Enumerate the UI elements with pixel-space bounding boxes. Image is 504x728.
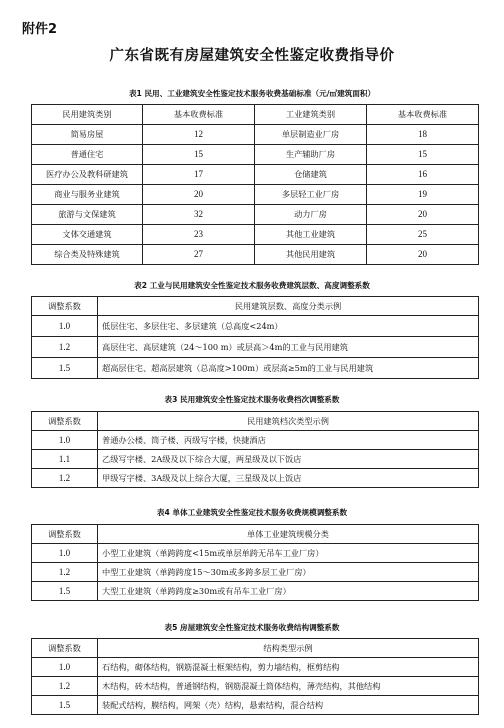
table3-header-cell: 调整系数 [32,412,98,431]
table-row [32,450,479,469]
example-cell: 乙级写字楼、2A级及以下综合大厦，两星级及以下饭店 [98,450,479,469]
factor-cell: 1.1 [32,450,98,469]
civil-category-cell: 简易房屋 [32,125,143,145]
table5-structure-factor [31,638,479,715]
table1-header-cell: 民用建筑类别 [32,105,143,125]
factor-cell: 1.2 [32,563,98,582]
civil-category-cell: 商业与服务业建筑 [32,185,143,205]
example-cell: 高层住宅、高层建筑（24～100 m）或层高＞4m的工业与民用建筑 [98,337,479,358]
table-row [32,165,479,185]
table3-header-row [32,412,479,431]
table5-header-row [32,639,479,658]
factor-cell: 1.5 [32,358,98,379]
table5-header-cell: 调整系数 [32,639,98,658]
civil-category-cell: 医疗办公及教科研建筑 [32,165,143,185]
table5-caption: 表5 房屋建筑安全性鉴定技术服务收费结构调整系数 [164,623,340,632]
factor-cell: 1.2 [32,677,98,696]
example-cell: 装配式结构，膜结构，网架（壳）结构，悬索结构，混合结构 [98,696,479,715]
example-cell: 石结构，砌体结构，钢筋混凝土框架结构，剪力墙结构，框剪结构 [98,658,479,677]
table4-header-cell: 调整系数 [32,525,98,544]
table-row [32,245,479,265]
table3-grade-factor [31,411,479,488]
civil-category-cell: 综合类及特殊建筑 [32,245,143,265]
table-row [32,225,479,245]
table5-header-cell: 结构类型示例 [98,639,479,658]
industrial-category-cell: 其他工业建筑 [255,225,367,245]
table1-caption: 表1 民用、工业建筑安全性鉴定技术服务收费基础标准（元/㎡建筑面积） [128,89,376,98]
table4-header-cell: 单体工业建筑规模分类 [98,525,479,544]
factor-cell: 1.0 [32,316,98,337]
industrial-fee-cell: 20 [367,245,479,265]
civil-fee-cell: 20 [143,185,255,205]
table4-caption: 表4 单体工业建筑安全性鉴定技术服务收费规模调整系数 [156,508,348,517]
attachment-label: 附件2 [22,22,58,37]
factor-cell: 1.2 [32,337,98,358]
example-cell: 中型工业建筑（单跨跨度15～30m或多跨多层工业厂房） [98,563,479,582]
example-cell: 低层住宅、多层住宅、多层建筑（总高度<24m） [98,316,479,337]
table4-header-row [32,525,479,544]
industrial-fee-cell: 16 [367,165,479,185]
table-row [32,125,479,145]
industrial-category-cell: 单层制造业厂房 [255,125,367,145]
document-title: 广东省既有房屋建筑安全性鉴定收费指导价 [109,48,395,64]
table2-header-row [32,297,479,316]
industrial-fee-cell: 19 [367,185,479,205]
civil-category-cell: 旅游与文保建筑 [32,205,143,225]
civil-fee-cell: 15 [143,145,255,165]
table3-header-cell: 民用建筑档次类型示例 [98,412,479,431]
table-row [32,316,479,337]
civil-fee-cell: 32 [143,205,255,225]
table1-header-row [32,105,479,125]
example-cell: 木结构，砖木结构，普通钢结构，钢筋混凝土筒体结构，薄壳结构，其他结构 [98,677,479,696]
example-cell: 甲级写字楼、3A级及以上综合大厦，三星级及以上饭店 [98,469,479,488]
table-row [32,337,479,358]
table-row [32,696,479,715]
factor-cell: 1.5 [32,696,98,715]
table1-base-fee [31,104,479,265]
table3-caption: 表3 民用建筑安全性鉴定技术服务收费档次调整系数 [164,395,340,404]
table-row [32,145,479,165]
table1-header-cell: 基本收费标准 [143,105,255,125]
civil-fee-cell: 27 [143,245,255,265]
table-row [32,358,479,379]
industrial-category-cell: 仓储建筑 [255,165,367,185]
industrial-category-cell: 多层轻工业厂房 [255,185,367,205]
industrial-fee-cell: 15 [367,145,479,165]
table1-header-cell: 工业建筑类别 [255,105,367,125]
example-cell: 超高层住宅、超高层建筑（总高度>100m）或层高≥5m的工业与民用建筑 [98,358,479,379]
example-cell: 普通办公楼、筒子楼、丙级写字楼，快捷酒店 [98,431,479,450]
table2-header-cell: 民用建筑层数、高度分类示例 [98,297,479,316]
table4-scale-factor [31,524,479,601]
table1-header-cell: 基本收费标准 [367,105,479,125]
table2-height-factor [31,296,479,379]
factor-cell: 1.5 [32,582,98,601]
industrial-category-cell: 其他民用建筑 [255,245,367,265]
industrial-fee-cell: 18 [367,125,479,145]
table-row [32,582,479,601]
industrial-fee-cell: 20 [367,205,479,225]
civil-fee-cell: 23 [143,225,255,245]
table-row [32,185,479,205]
example-cell: 小型工业建筑（单跨跨度<15m或单层单跨无吊车工业厂房） [98,544,479,563]
table2-caption: 表2 工业与民用建筑安全性鉴定技术服务收费建筑层数、高度调整系数 [134,281,370,290]
industrial-category-cell: 生产辅助厂房 [255,145,367,165]
civil-category-cell: 文体交通建筑 [32,225,143,245]
table-row [32,205,479,225]
table2-header-cell: 调整系数 [32,297,98,316]
civil-fee-cell: 12 [143,125,255,145]
factor-cell: 1.0 [32,544,98,563]
civil-category-cell: 普通住宅 [32,145,143,165]
table-row [32,658,479,677]
factor-cell: 1.0 [32,431,98,450]
example-cell: 大型工业建筑（单跨跨度≥30m或有吊车工业厂房） [98,582,479,601]
industrial-category-cell: 动力厂房 [255,205,367,225]
table-row [32,677,479,696]
factor-cell: 1.2 [32,469,98,488]
table-row [32,563,479,582]
table-row [32,544,479,563]
factor-cell: 1.0 [32,658,98,677]
civil-fee-cell: 17 [143,165,255,185]
industrial-fee-cell: 25 [367,225,479,245]
table-row [32,469,479,488]
table-row [32,431,479,450]
